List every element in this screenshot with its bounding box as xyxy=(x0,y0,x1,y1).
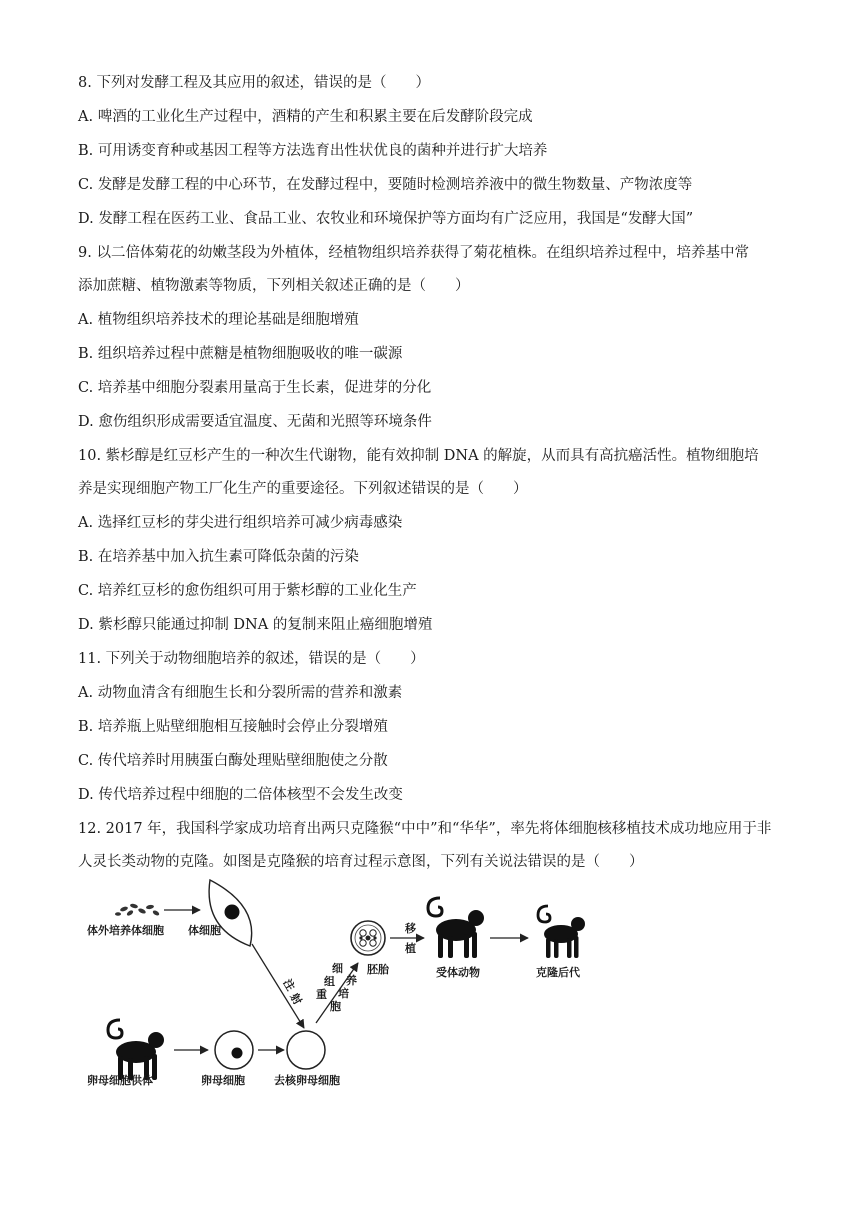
label-recomb-5: 培 xyxy=(338,987,349,1000)
q11-option-d: D. 传代培养过程中细胞的二倍体核型不会发生改变 xyxy=(78,787,403,803)
label-donor: 卵母细胞供体 xyxy=(87,1074,153,1087)
embryo-icon xyxy=(351,921,385,955)
q8-option-c: C. 发酵是发酵工程的中心环节，在发酵过程中，要随时检测培养液中的微生物数量、产物浓度等 xyxy=(78,177,693,193)
q11-option-b: B. 培养瓶上贴壁细胞相互接触时会停止分裂增殖 xyxy=(78,719,388,735)
q10-stem-line2: 养是实现细胞产物工厂化生产的重要途径。下列叙述错误的是（ ） xyxy=(78,481,528,497)
label-offspring: 克隆后代 xyxy=(536,966,580,979)
label-inject-2: 射 xyxy=(287,991,305,1008)
label-inject-1: 注 xyxy=(280,977,298,994)
q12-stem-line2: 人灵长类动物的克隆。如图是克隆猴的培育过程示意图，下列有关说法错误的是（ ） xyxy=(78,854,644,870)
q8-option-b: B. 可用诱变育种或基因工程等方法选育出性状优良的菌种并进行扩大培养 xyxy=(78,143,548,159)
label-recomb-4: 胞 xyxy=(330,1000,341,1013)
q11-option-c: C. 传代培养时用胰蛋白酶处理贴壁细胞使之分散 xyxy=(78,753,388,769)
q8-option-a: A. 啤酒的工业化生产过程中，酒精的产生和积累主要在后发酵阶段完成 xyxy=(78,109,533,125)
label-somatic-cell: 体细胞 xyxy=(188,924,221,937)
q9-option-c: C. 培养基中细胞分裂素用量高于生长素，促进芽的分化 xyxy=(78,380,432,396)
offspring-monkey-icon xyxy=(538,906,585,958)
label-oocyte: 卵母细胞 xyxy=(201,1074,245,1087)
q10-option-d: D. 紫杉醇只能通过抑制 DNA 的复制来阻止癌细胞增殖 xyxy=(78,617,433,633)
cultured-cells-icon xyxy=(115,903,160,917)
q9-option-a: A. 植物组织培养技术的理论基础是细胞增殖 xyxy=(78,312,359,328)
label-culture-cells: 体外培养体细胞 xyxy=(87,924,164,937)
q8-stem: 8. 下列对发酵工程及其应用的叙述，错误的是（ ） xyxy=(78,75,430,91)
label-recomb-2: 组 xyxy=(324,975,335,988)
q11-stem: 11. 下列关于动物细胞培养的叙述，错误的是（ ） xyxy=(78,651,425,667)
label-enucleated: 去核卵母细胞 xyxy=(274,1074,340,1087)
q10-stem-line1: 10. 紫杉醇是红豆杉产生的一种次生代谢物，能有效抑制 DNA 的解旋，从而具有高抗癌活性。植物细胞培 xyxy=(78,448,759,464)
label-recipient: 受体动物 xyxy=(436,966,480,979)
donor-monkey-icon xyxy=(108,1020,164,1080)
q9-stem-line2: 添加蔗糖、植物激素等物质，下列相关叙述正确的是（ ） xyxy=(78,278,470,294)
q10-option-c: C. 培养红豆杉的愈伤组织可用于紫杉醇的工业化生产 xyxy=(78,583,417,599)
q9-option-d: D. 愈伤组织形成需要适宜温度、无菌和光照等环境条件 xyxy=(78,414,432,430)
label-recomb-1: 重 xyxy=(316,988,327,1001)
label-embryo: 胚胎 xyxy=(367,963,389,976)
q9-stem-line1: 9. 以二倍体菊花的幼嫩茎段为外植体，经植物组织培养获得了菊花植株。在组织培养过程中，培养基中常 xyxy=(78,245,749,261)
label-recomb-3: 细 xyxy=(332,962,343,975)
q12-stem-line1: 12. 2017 年，我国科学家成功培育出两只克隆猴“中中”和“华华”，率先将体细胞核移植技术成功地应用于非 xyxy=(78,821,772,837)
enucleated-oocyte-icon xyxy=(287,1031,325,1069)
q9-option-b: B. 组织培养过程中蔗糖是植物细胞吸收的唯一碳源 xyxy=(78,346,403,362)
q8-option-d: D. 发酵工程在医药工业、食品工业、农牧业和环境保护等方面均有广泛应用，我国是“发酵大国” xyxy=(78,211,694,227)
recipient-monkey-icon xyxy=(428,898,484,958)
q10-option-a: A. 选择红豆杉的芽尖进行组织培养可减少病毒感染 xyxy=(78,515,403,531)
label-transplant-1: 移 xyxy=(405,922,416,935)
oocyte-icon xyxy=(215,1031,253,1069)
q11-option-a: A. 动物血清含有细胞生长和分裂所需的营养和激素 xyxy=(78,685,403,701)
cloning-diagram xyxy=(78,868,638,1098)
label-transplant-2: 植 xyxy=(405,942,416,955)
q10-option-b: B. 在培养基中加入抗生素可降低杂菌的污染 xyxy=(78,549,359,565)
label-recomb-6: 养 xyxy=(346,974,357,987)
